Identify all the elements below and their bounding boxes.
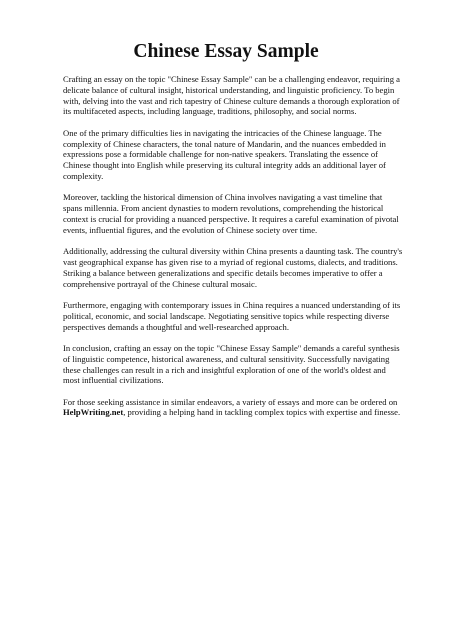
closing-text-before: For those seeking assistance in similar endeavors, a variety of essays and more can be ordered on [63, 396, 398, 407]
paragraph-contemporary: Furthermore, engaging with contemporary issues in China requires a nuanced understanding of its political, economic, and social landscape. Negotiating sensitive topics while respecting diverse perspectives demands a thoughtful and well-researched approach. [63, 299, 401, 332]
document-title: Chinese Essay Sample [133, 41, 319, 62]
closing-text-after: , providing a helping hand in tackling complex topics with expertise and finesse. [123, 407, 401, 418]
paragraph-language: One of the primary difficulties lies in navigating the intricacies of the Chinese language. The complexity of Chinese characters, the tonal nature of Mandarin, and the nuances embedded in expressions pose a formidable challenge for non-native speakers. Translating the essence of Chinese thought into English while preserving its cultural integrity adds an additional layer of complexity. [63, 127, 386, 181]
paragraph-history: Moreover, tackling the historical dimension of China involves navigating a vast timeline that spans millennia. From ancient dynasties to modern revolutions, comprehending the historical context is crucial for providing a nuanced perspective. It requires a careful examination of pivotal events, influential figures, and the evolution of Chinese society over time. [63, 192, 399, 235]
document-body [63, 74, 403, 429]
paragraph-conclusion: In conclusion, crafting an essay on the topic "Chinese Essay Sample" demands a careful synthesis of linguistic competence, historical awareness, and cultural sensitivity. Successfully navigating these challenges can result in a rich and insightful exploration of one of the world's oldest and most influential civilizations. [63, 342, 400, 386]
brand-link[interactable]: HelpWriting.net [63, 407, 124, 418]
paragraph-closing [63, 397, 403, 419]
paragraph-intro: Crafting an essay on the topic "Chinese Essay Sample" can be a challenging endeavor, requiring a delicate balance of cultural insight, historical understanding, and linguistic proficiency. To begin with, delving into the vast and rich tapestry of Chinese culture demands a thorough exploration of its multifaceted aspects, including language, traditions, philosophy, and social norms. [63, 74, 400, 117]
paragraph-diversity: Additionally, addressing the cultural diversity within China presents a daunting task. The country's vast geographical expanse has given rise to a myriad of regional customs, dialects, and traditions. Striking a balance between generalizations and specific details becomes imperative to offer a comprehensive portrayal of the Chinese cultural mosaic. [63, 246, 403, 289]
